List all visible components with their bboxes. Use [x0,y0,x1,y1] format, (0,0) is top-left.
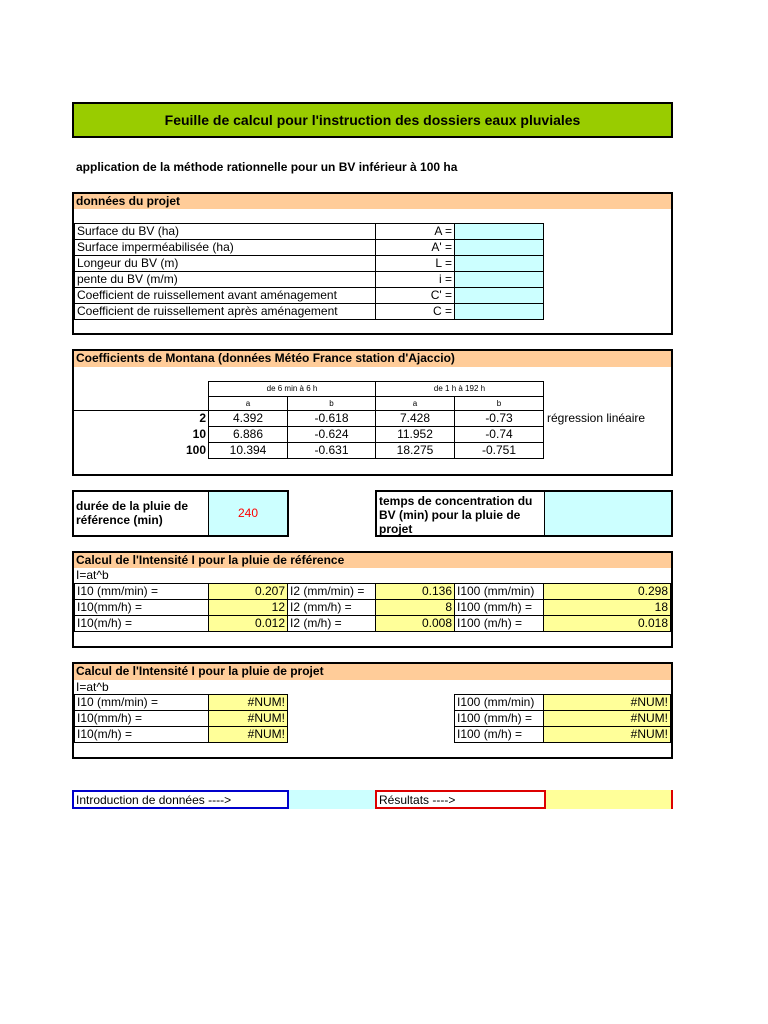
montana-a2: 7.428 [375,410,455,427]
intensity-value: #NUM! [543,694,671,711]
intensity-value: 0.018 [543,615,671,632]
concentration-box [375,490,673,537]
project-row-input[interactable] [454,239,544,256]
intensite-ref-header: Calcul de l'Intensité I pour la pluie de référence [74,553,671,568]
montana-a1: 4.392 [208,410,288,427]
project-row-symbol: A' = [375,239,455,256]
montana-header: Coefficients de Montana (données Météo France station d'Ajaccio) [74,351,671,367]
legend-result-swatch [544,790,671,809]
project-row-label: Surface imperméabilisée (ha) [74,239,376,256]
montana-row-divider [74,410,209,411]
montana-a2: 18.275 [375,442,455,459]
project-row-input[interactable] [454,223,544,240]
intensity-value: #NUM! [543,710,671,727]
project-row-label: pente du BV (m/m) [74,271,376,288]
project-row-label: Coefficient de ruissellement après aménagement [74,303,376,320]
duree-label: durée de la pluie de référence (min) [76,499,189,527]
project-row-symbol: L = [375,255,455,272]
intensity-label: I2 (mm/h) = [287,599,376,616]
intensity-value: 12 [208,599,288,616]
intensity-value: #NUM! [208,694,288,711]
return-period: 100 [185,443,206,457]
intensite-ref-formula: I=at^b [76,568,109,582]
intensity-value: 0.298 [543,583,671,600]
project-data-header: données du projet [74,194,671,209]
intensity-value: 18 [543,599,671,616]
duree-box [72,490,289,537]
legend-result-label: Résultats ----> [379,793,456,807]
intensity-value: 8 [375,599,455,616]
legend-input-label: Introduction de données ----> [76,793,232,807]
montana-b1: -0.624 [287,426,376,443]
range-6min-6h: de 6 min à 6 h [208,381,376,397]
montana-a2: 11.952 [375,426,455,443]
legend-input-box [72,790,375,809]
intensity-value: #NUM! [208,726,288,743]
intensity-label: I100 (mm/h) = [454,710,544,727]
intensity-value: 0.207 [208,583,288,600]
project-row-input[interactable] [454,303,544,320]
intensity-label: I100 (m/h) = [454,726,544,743]
concentration-label: temps de concentration du BV (min) pour la pluie de projet [379,494,533,536]
intensity-label: I10(mm/h) = [74,599,209,616]
project-row-label: Longeur du BV (m) [74,255,376,272]
col-b-2: b [454,396,544,411]
project-row-input[interactable] [454,255,544,272]
intensity-label: I2 (mm/min) = [287,583,376,600]
page-title: Feuille de calcul pour l'instruction des dossiers eaux pluviales [164,112,581,128]
intensity-value: #NUM! [208,710,288,727]
intensite-projet-header: Calcul de l'Intensité I pour la pluie de projet [74,664,671,680]
intensity-label: I10 (mm/min) = [74,583,209,600]
montana-b2: -0.751 [454,442,544,459]
project-row-label: Surface du BV (ha) [74,223,376,240]
title-bar [72,102,673,138]
col-b-1: b [287,396,376,411]
legend-input-swatch [287,790,375,809]
intensity-label: I100 (m/h) = [454,615,544,632]
montana-b2: -0.74 [454,426,544,443]
project-row-symbol: i = [375,271,455,288]
duree-value: 240 [237,506,259,520]
return-period: 2 [199,411,206,425]
montana-b1: -0.618 [287,410,376,427]
col-a-2: a [375,396,455,411]
montana-b2: -0.73 [454,410,544,427]
intensity-value: 0.008 [375,615,455,632]
intensity-label: I100 (mm/min) [454,694,544,711]
intensite-projet-formula: I=at^b [76,680,109,694]
project-row-input[interactable] [454,287,544,304]
subtitle: application de la méthode rationnelle pour un BV inférieur à 100 ha [76,160,458,174]
intensity-label: I10(m/h) = [74,615,209,632]
montana-a1: 6.886 [208,426,288,443]
intensity-label: I100 (mm/min) [454,583,544,600]
project-row-input[interactable] [454,271,544,288]
intensity-label: I10 (mm/min) = [74,694,209,711]
legend-result-box [375,790,673,809]
intensity-label: I10(mm/h) = [74,710,209,727]
concentration-input[interactable] [544,492,671,535]
intensity-value: #NUM! [543,726,671,743]
project-row-label: Coefficient de ruissellement avant aménagement [74,287,376,304]
intensity-label: I2 (m/h) = [287,615,376,632]
intensity-value: 0.136 [375,583,455,600]
return-period: 10 [192,427,206,441]
project-row-symbol: C' = [375,287,455,304]
col-a-1: a [208,396,288,411]
intensity-label: I10(m/h) = [74,726,209,743]
intensity-value: 0.012 [208,615,288,632]
range-1h-192h: de 1 h à 192 h [375,381,544,397]
regression-label: régression linéaire [547,411,646,425]
project-row-symbol: C = [375,303,455,320]
montana-a1: 10.394 [208,442,288,459]
duree-value-cell[interactable] [208,492,287,535]
intensity-label: I100 (mm/h) = [454,599,544,616]
project-row-symbol: A = [375,223,455,240]
montana-b1: -0.631 [287,442,376,459]
